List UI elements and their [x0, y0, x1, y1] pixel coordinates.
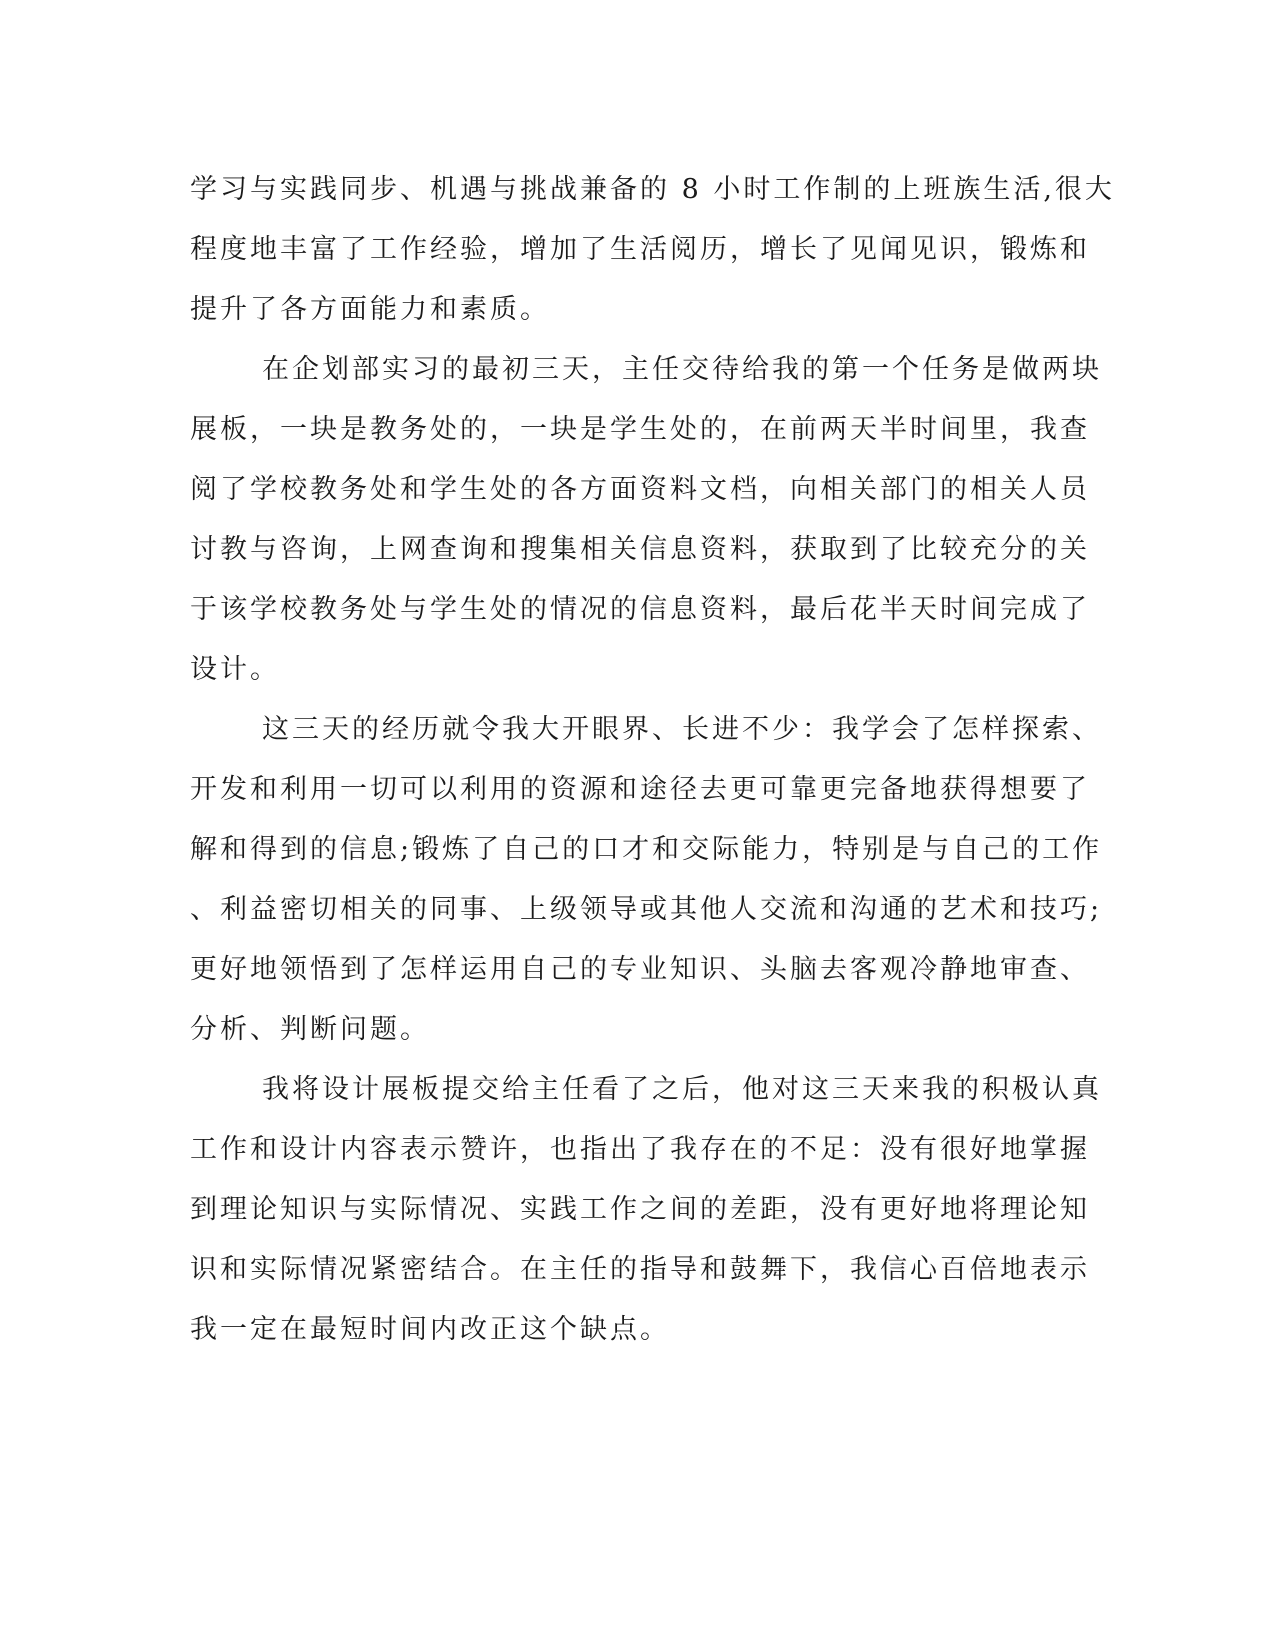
text-line: 识和实际情况紧密结合。在主任的指导和鼓舞下，我信心百倍地表示 [190, 1254, 1090, 1285]
text-line: 讨教与咨询，上网查询和搜集相关信息资料，获取到了比较充分的关 [190, 534, 1090, 565]
text-line: 这三天的经历就令我大开眼界、长进不少：我学会了怎样探索、 [262, 714, 1102, 745]
text-line: 在企划部实习的最初三天，主任交待给我的第一个任务是做两块 [262, 354, 1102, 385]
document-body [190, 160, 1115, 1360]
text-line: 于该学校教务处与学生处的情况的信息资料，最后花半天时间完成了 [190, 594, 1090, 625]
paragraph-4 [190, 1060, 1102, 1360]
text-line: 解和得到的信息;锻炼了自己的口才和交际能力，特别是与自己的工作 [190, 834, 1103, 865]
text-line: 、利益密切相关的同事、上级领导或其他人交流和沟通的艺术和技巧; [190, 894, 1103, 925]
text-line: 设计。 [190, 654, 280, 685]
paragraph-2 [190, 340, 1102, 700]
text-line: 我一定在最短时间内改正这个缺点。 [190, 1314, 670, 1345]
text-line: 更好地领悟到了怎样运用自己的专业知识、头脑去客观冷静地审查、 [190, 954, 1090, 985]
text-line: 我将设计展板提交给主任看了之后，他对这三天来我的积极认真 [262, 1074, 1102, 1105]
text-line: 到理论知识与实际情况、实践工作之间的差距，没有更好地将理论知 [190, 1194, 1090, 1225]
text-line: 工作和设计内容表示赞许，也指出了我存在的不足：没有很好地掌握 [190, 1134, 1090, 1165]
text-line: 阅了学校教务处和学生处的各方面资料文档，向相关部门的相关人员 [190, 474, 1090, 505]
text-line: 提升了各方面能力和素质。 [190, 294, 550, 325]
text-line: 展板，一块是教务处的，一块是学生处的，在前两天半时间里，我查 [190, 414, 1090, 445]
text-line: 学习与实践同步、机遇与挑战兼备的 8 小时工作制的上班族生活,很大 [190, 174, 1115, 205]
text-line: 开发和利用一切可以利用的资源和途径去更可靠更完备地获得想要了 [190, 774, 1090, 805]
text-line: 分析、判断问题。 [190, 1014, 430, 1045]
paragraph-1 [190, 160, 1115, 340]
paragraph-3 [190, 700, 1103, 1060]
text-line: 程度地丰富了工作经验，增加了生活阅历，增长了见闻见识，锻炼和 [190, 234, 1090, 265]
